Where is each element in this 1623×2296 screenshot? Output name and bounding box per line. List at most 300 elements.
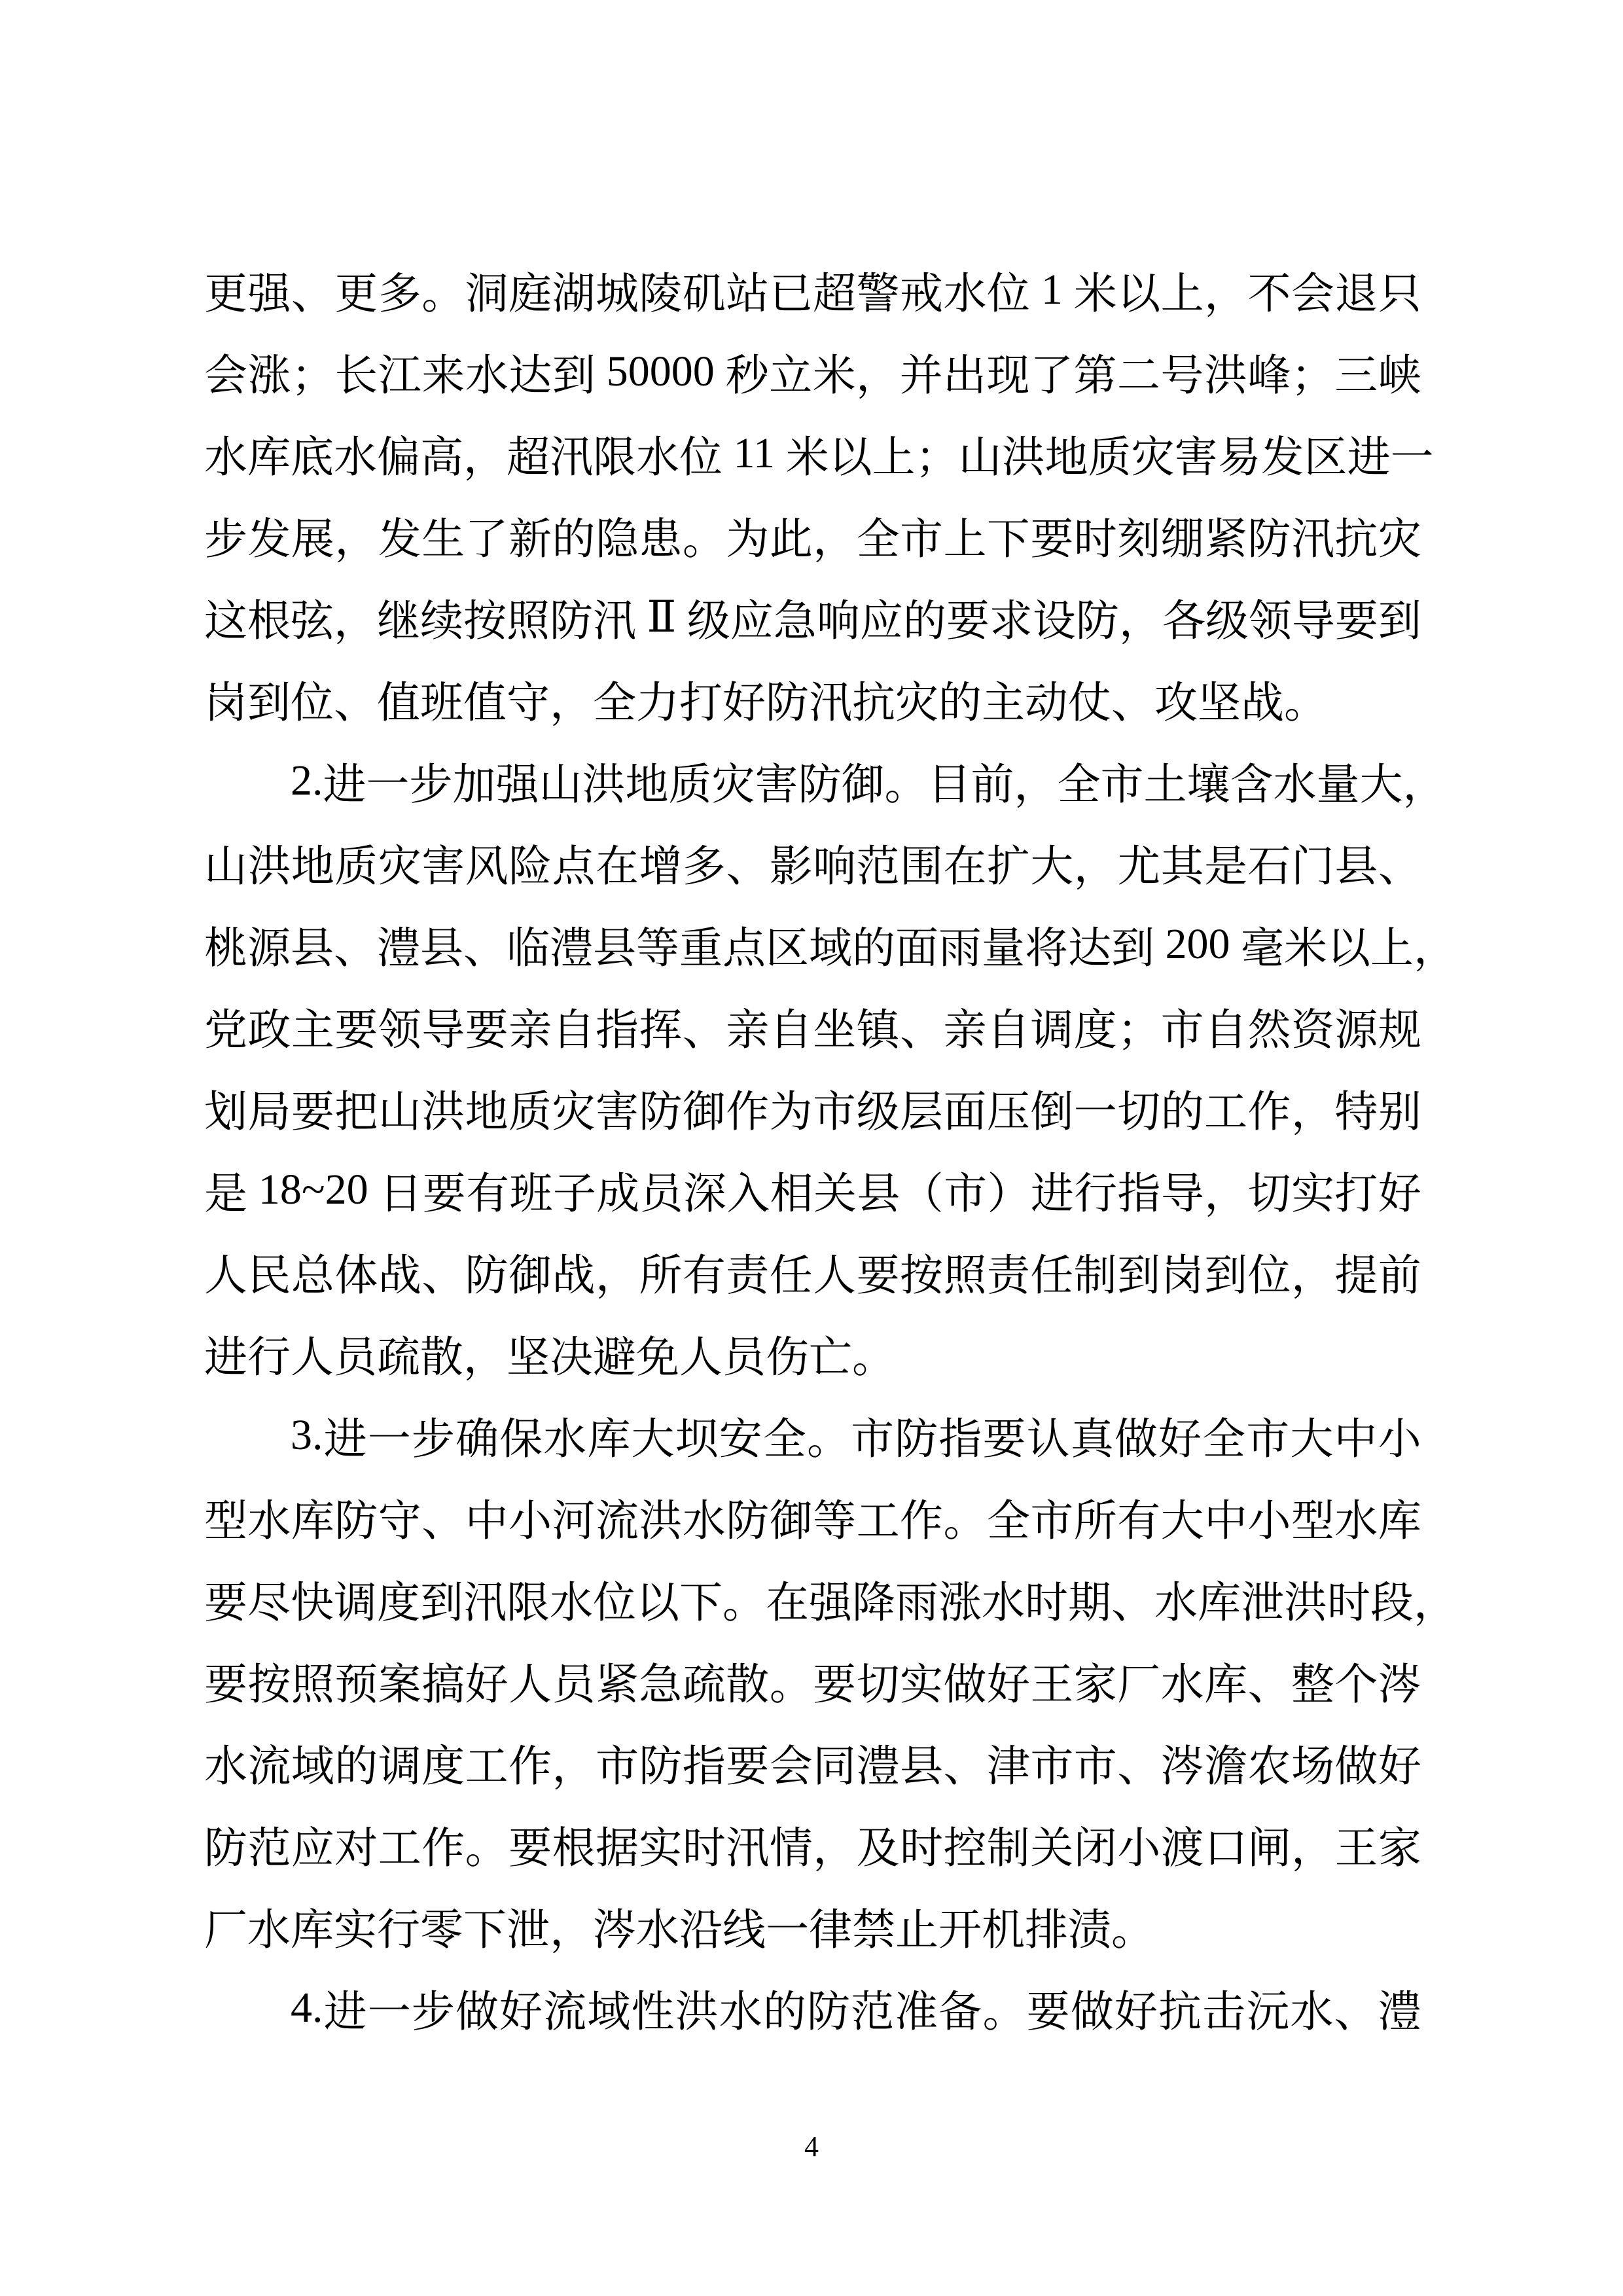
- text-token: 防: [798, 761, 842, 809]
- text-token: 大: [1359, 761, 1403, 809]
- text-token: 要: [982, 1416, 1026, 1463]
- text-token: 自: [986, 1007, 1030, 1054]
- text-token: 灾: [552, 1088, 596, 1136]
- text-token: 水: [1290, 1988, 1334, 2036]
- text-token: ，: [1291, 1088, 1334, 1136]
- text-token: 涨: [938, 1579, 982, 1627]
- text-token: 山: [378, 1088, 421, 1136]
- text-token: 市: [851, 1416, 895, 1463]
- text-token: 二: [1116, 352, 1160, 400]
- text-token: 质: [508, 1088, 552, 1136]
- text-token: ；: [291, 352, 334, 400]
- text-token: 确: [455, 1416, 499, 1463]
- text-token: 水: [465, 352, 508, 400]
- text-token: 矶: [682, 270, 726, 318]
- text-token: 止: [895, 1907, 938, 1954]
- text-token: 打: [1334, 1170, 1378, 1218]
- text-token: 强: [247, 270, 291, 318]
- text-token: 下: [986, 516, 1030, 564]
- text-token: 面: [895, 925, 938, 973]
- text-token: 石: [1247, 843, 1291, 891]
- text-token: 散: [420, 1334, 463, 1382]
- text-token: 民: [247, 1252, 291, 1300]
- text-token: ，: [1414, 925, 1457, 973]
- text-token: 等: [813, 1498, 857, 1545]
- text-token: 域: [291, 1743, 334, 1791]
- text-token: 亲: [943, 1007, 987, 1054]
- text-token: 级: [1205, 598, 1249, 645]
- text-token: 50000: [596, 347, 726, 395]
- text-token: ）: [987, 1170, 1031, 1218]
- text-token: 水: [1160, 1661, 1204, 1709]
- text-token: 免: [636, 1334, 679, 1382]
- text-token: 任: [769, 1252, 813, 1300]
- text-token: 库: [291, 1498, 334, 1545]
- text-token: 灾: [378, 843, 421, 891]
- text-token: 员: [334, 1334, 377, 1382]
- text-token: ，: [1204, 1170, 1248, 1218]
- text-token: 水: [247, 1907, 291, 1954]
- text-token: 要: [946, 598, 990, 645]
- text-token: 线: [722, 1907, 766, 1954]
- text-token: 汛: [1291, 516, 1334, 564]
- text-token: 洪: [421, 1088, 465, 1136]
- text-token: 律: [809, 1907, 852, 1954]
- text-token: 县: [291, 925, 334, 973]
- text-token: 库: [1378, 1498, 1421, 1545]
- text-token: 到: [1378, 598, 1421, 645]
- text-token: 机: [982, 1907, 1025, 1954]
- text-token: 防: [639, 1088, 683, 1136]
- text-token: 指: [595, 1007, 639, 1054]
- text-token: 强: [495, 761, 539, 809]
- text-token: 防: [726, 1498, 770, 1545]
- text-token: 。: [722, 1579, 766, 1627]
- text-token: 灾: [895, 679, 938, 727]
- text-token: 照: [943, 1252, 987, 1300]
- text-token: 疏: [377, 1334, 420, 1382]
- text-token: 、: [1111, 1579, 1154, 1627]
- text-token: 泄: [507, 1907, 550, 1954]
- text-token: 责: [986, 1252, 1030, 1300]
- text-token: 抗: [1158, 1988, 1202, 2036]
- text-token: 流: [247, 1743, 291, 1791]
- text-token: ，: [1402, 761, 1446, 809]
- text-token: Ⅱ: [647, 593, 677, 641]
- text-token: 。: [943, 1498, 987, 1545]
- text-token: 实: [639, 1825, 683, 1873]
- text-token: 上: [1160, 270, 1204, 318]
- text-token: 县: [1334, 843, 1378, 891]
- text-token: 深: [683, 1170, 726, 1218]
- text-token: 扩: [986, 843, 1030, 891]
- text-token: 下: [463, 1907, 507, 1954]
- text-token: 澧: [550, 925, 593, 973]
- text-token: 时: [682, 1825, 726, 1873]
- text-token: 强: [809, 1579, 852, 1627]
- text-token: 主: [291, 1007, 334, 1054]
- text-token: 对: [334, 1825, 378, 1873]
- text-token: 新: [508, 516, 552, 564]
- text-token: ，: [463, 1334, 507, 1382]
- text-token: 是: [204, 1170, 247, 1218]
- text-token: 戒: [900, 270, 943, 318]
- text-token: 城: [595, 270, 639, 318]
- text-token: 按: [900, 1252, 943, 1300]
- text-token: 层: [900, 1088, 943, 1136]
- text-token: 亲: [508, 1007, 552, 1054]
- text-token: 到: [420, 1579, 463, 1627]
- text-token: 市: [595, 1743, 639, 1791]
- text-token: 此: [769, 516, 813, 564]
- text-token: 水: [1154, 1579, 1198, 1627]
- text-token: 量: [982, 925, 1025, 973]
- text-token: 到: [1111, 925, 1154, 973]
- text-token: 度: [1073, 1007, 1117, 1054]
- text-token: 灾: [1131, 434, 1175, 482]
- text-line: [204, 658, 1421, 740]
- text-token: 防: [550, 598, 593, 645]
- text-token: 米: [1073, 270, 1117, 318]
- text-token: 压: [986, 1088, 1030, 1136]
- text-token: 长: [334, 352, 378, 400]
- text-token: 小: [508, 1498, 552, 1545]
- text-token: 一: [1073, 1088, 1117, 1136]
- text-token: 进: [323, 1988, 367, 2036]
- text-token: 山: [204, 843, 247, 891]
- text-token: 涔: [593, 1907, 636, 1954]
- text-token: 人: [204, 1252, 247, 1300]
- text-token: 小: [1117, 1825, 1161, 1873]
- text-token: 岗: [1160, 1252, 1204, 1300]
- text-token: 、: [1247, 1661, 1291, 1709]
- text-token: 工: [1204, 1088, 1248, 1136]
- text-token: 、: [900, 1007, 943, 1054]
- text-token: 一: [367, 1416, 411, 1463]
- text-token: 在: [943, 843, 987, 891]
- text-token: 限: [593, 434, 636, 482]
- text-token: 量: [1316, 761, 1360, 809]
- text-token: 大: [631, 1416, 675, 1463]
- text-token: 预: [334, 1661, 378, 1709]
- text-token: 县: [593, 925, 636, 973]
- text-token: 区: [766, 925, 809, 973]
- text-token: 进: [1030, 1170, 1074, 1218]
- text-token: 散: [726, 1661, 770, 1709]
- text-token: 小: [1247, 1498, 1291, 1545]
- text-token: 领: [378, 1007, 421, 1054]
- text-token: 会: [1291, 270, 1334, 318]
- text-token: 4.: [291, 1983, 323, 2032]
- text-token: 调: [1030, 1007, 1074, 1054]
- text-line: [204, 1230, 1421, 1312]
- page-number: 4: [804, 2130, 819, 2162]
- text-token: 根: [247, 598, 291, 645]
- text-token: 保: [499, 1416, 543, 1463]
- text-token: 湖: [552, 270, 596, 318]
- text-token: 防: [1075, 598, 1119, 645]
- text-token: 澹: [1204, 1743, 1248, 1791]
- text-token: 上: [872, 434, 916, 482]
- text-token: 米: [785, 434, 829, 482]
- text-token: 以: [1327, 925, 1370, 973]
- text-token: 控: [943, 1825, 987, 1873]
- text-token: 前: [1378, 1252, 1421, 1300]
- text-token: 雨: [938, 925, 982, 973]
- text-token: 。: [421, 270, 465, 318]
- text-token: 据: [595, 1825, 639, 1873]
- text-token: 农: [1247, 1743, 1291, 1791]
- text-line: [204, 412, 1434, 494]
- text-token: 全: [986, 1498, 1030, 1545]
- text-token: 自: [552, 1007, 596, 1054]
- text-token: 总: [291, 1252, 334, 1300]
- text-token: 区: [1304, 434, 1347, 482]
- text-token: ；: [1117, 1007, 1161, 1054]
- text-token: 县: [420, 925, 463, 973]
- text-token: 域: [809, 925, 852, 973]
- text-token: 好: [986, 1661, 1030, 1709]
- text-token: ，: [334, 598, 377, 645]
- text-token: 岗: [204, 679, 247, 727]
- text-token: 主: [982, 679, 1025, 727]
- text-token: 澧: [1378, 1988, 1421, 2036]
- text-token: 位: [1247, 1252, 1291, 1300]
- text-token: 人: [679, 1334, 722, 1382]
- text-token: 降: [852, 1579, 895, 1627]
- text-token: （: [900, 1170, 944, 1218]
- text-token: 准: [895, 1988, 938, 2036]
- text-token: 更: [204, 270, 247, 318]
- text-token: 闭: [1073, 1825, 1117, 1873]
- text-token: 津: [986, 1743, 1030, 1791]
- text-token: 仗: [1068, 679, 1111, 727]
- text-token: ，: [856, 352, 900, 400]
- text-token: 案: [378, 1661, 421, 1709]
- text-token: 不: [1247, 270, 1291, 318]
- text-token: 水: [943, 270, 987, 318]
- text-token: 员: [722, 1334, 766, 1382]
- text-token: 全: [762, 1416, 806, 1463]
- text-token: 源: [247, 925, 291, 973]
- text-token: 以: [829, 434, 872, 482]
- text-token: 加: [452, 761, 496, 809]
- text-token: 导: [1160, 1170, 1204, 1218]
- text-token: 偏: [377, 434, 420, 482]
- text-token: 好: [499, 1988, 543, 2036]
- text-token: 应: [859, 598, 903, 645]
- text-token: 了: [465, 516, 508, 564]
- text-token: 点: [552, 843, 596, 891]
- text-token: 动: [1025, 679, 1068, 727]
- text-token: 成: [596, 1170, 640, 1218]
- text-token: 到: [552, 352, 596, 400]
- text-token: 制: [1073, 1252, 1117, 1300]
- text-token: 个: [1334, 1661, 1378, 1709]
- text-line: [204, 1394, 1421, 1476]
- text-token: 站: [726, 270, 770, 318]
- text-token: ，: [813, 516, 857, 564]
- text-token: 厂: [1117, 1661, 1161, 1709]
- text-token: 多: [682, 843, 726, 891]
- text-token: 好: [1158, 1416, 1202, 1463]
- text-token: ，: [595, 1252, 639, 1300]
- text-token: 地: [291, 843, 334, 891]
- text-token: 峡: [1378, 352, 1421, 400]
- text-token: 害: [595, 1088, 639, 1136]
- text-token: ，: [550, 1907, 593, 1954]
- text-token: 求: [989, 598, 1033, 645]
- text-token: 洪: [582, 761, 626, 809]
- text-token: 。: [769, 1661, 813, 1709]
- text-token: 中: [1334, 1416, 1378, 1463]
- text-token: 导: [421, 1007, 465, 1054]
- text-token: 防: [807, 1988, 850, 2036]
- text-token: 行: [247, 1334, 291, 1382]
- text-token: 特: [1334, 1088, 1378, 1136]
- text-token: 水: [682, 1498, 726, 1545]
- text-token: 攻: [1154, 679, 1198, 727]
- text-token: 库: [291, 1907, 334, 1954]
- text-token: 沅: [1246, 1988, 1290, 2036]
- text-token: 要: [291, 1088, 334, 1136]
- text-token: 200: [1154, 920, 1241, 968]
- text-token: 为: [726, 516, 770, 564]
- text-token: 。: [1111, 1907, 1154, 1954]
- text-token: 作: [900, 1498, 943, 1545]
- text-token: 毫: [1241, 925, 1284, 973]
- text-token: 害: [755, 761, 798, 809]
- text-token: 在: [595, 843, 639, 891]
- text-token: 的: [852, 925, 895, 973]
- text-token: 做: [1070, 1988, 1114, 2036]
- text-token: 底: [291, 434, 334, 482]
- text-token: 前: [971, 761, 1014, 809]
- text-token: ；: [915, 434, 959, 482]
- text-token: 战: [378, 1252, 421, 1300]
- text-token: 关: [813, 1170, 857, 1218]
- text-token: 。: [884, 761, 928, 809]
- text-token: 一: [1390, 434, 1434, 482]
- text-token: 工: [378, 1825, 421, 1873]
- text-line: [204, 821, 1421, 903]
- text-token: 水: [1334, 1498, 1378, 1545]
- text-token: 打: [679, 679, 722, 727]
- text-token: 面: [943, 1088, 987, 1136]
- text-token: 实: [900, 1661, 943, 1709]
- text-token: 体: [334, 1252, 378, 1300]
- text-token: 进: [323, 1416, 367, 1463]
- text-token: ，: [1291, 1252, 1334, 1300]
- text-token: 库: [1198, 1579, 1241, 1627]
- text-token: 影: [769, 843, 813, 891]
- text-token: 进: [323, 761, 366, 809]
- text-token: 增: [639, 843, 683, 891]
- text-line: [204, 1149, 1421, 1230]
- text-token: 做: [455, 1988, 499, 2036]
- text-token: 入: [726, 1170, 770, 1218]
- text-token: 山: [539, 761, 582, 809]
- text-token: 同: [813, 1743, 857, 1791]
- text-token: 切: [1247, 1170, 1291, 1218]
- text-token: 要: [508, 1825, 552, 1873]
- text-token: 涔: [1378, 1661, 1421, 1709]
- text-token: 河: [552, 1498, 596, 1545]
- text-token: 只: [1378, 270, 1421, 318]
- text-token: 好: [1378, 1743, 1421, 1791]
- text-token: 中: [465, 1498, 508, 1545]
- text-token: 场: [1291, 1743, 1334, 1791]
- text-token: 尤: [1117, 843, 1161, 891]
- text-token: 王: [1030, 1661, 1074, 1709]
- text-token: 汛: [726, 1825, 770, 1873]
- text-token: 急: [773, 598, 817, 645]
- text-token: 渡: [1160, 1825, 1204, 1873]
- text-token: 地: [1044, 434, 1088, 482]
- text-token: 值: [463, 679, 507, 727]
- text-token: 、: [334, 925, 377, 973]
- text-token: 作: [508, 1743, 552, 1791]
- text-token: 段: [1370, 1579, 1414, 1627]
- text-token: 全: [1057, 761, 1101, 809]
- text-token: 工: [465, 1743, 508, 1791]
- text-token: 11: [722, 429, 786, 477]
- text-token: 洪: [1001, 434, 1045, 482]
- text-token: 。: [807, 1416, 850, 1463]
- text-line: [204, 1067, 1421, 1149]
- text-token: 把: [334, 1088, 378, 1136]
- text-token: 镇: [856, 1007, 900, 1054]
- text-token: 沿: [679, 1907, 722, 1954]
- text-token: 水: [247, 1498, 291, 1545]
- text-token: 一: [766, 1907, 809, 1954]
- text-token: 洪: [247, 843, 291, 891]
- text-token: 山: [958, 434, 1002, 482]
- text-token: 、: [1117, 1743, 1161, 1791]
- text-token: 有: [1117, 1498, 1161, 1545]
- text-token: 续: [420, 598, 463, 645]
- text-token: 已: [769, 270, 813, 318]
- text-token: 响: [813, 843, 857, 891]
- text-token: 质: [668, 761, 712, 809]
- text-token: 进: [204, 1334, 247, 1382]
- text-token: 汛: [463, 1579, 507, 1627]
- text-token: 秒: [725, 352, 769, 400]
- text-token: 要: [422, 1170, 466, 1218]
- text-token: 以: [636, 1579, 679, 1627]
- text-token: 18~20: [247, 1165, 380, 1213]
- text-token: 灾: [711, 761, 755, 809]
- text-token: 水: [1273, 761, 1317, 809]
- text-token: 市: [900, 516, 943, 564]
- text-token: 灾: [1378, 516, 1421, 564]
- text-line: [204, 494, 1421, 576]
- text-token: 要: [1026, 1988, 1070, 2036]
- text-token: 安: [719, 1416, 762, 1463]
- text-token: 澧: [377, 925, 420, 973]
- text-token: 会: [204, 352, 247, 400]
- text-token: 度: [377, 1579, 420, 1627]
- text-token: 亲: [726, 1007, 770, 1054]
- text-token: 击: [1202, 1988, 1246, 2036]
- text-token: 实: [1291, 1170, 1334, 1218]
- text-token: 坚: [507, 1334, 550, 1382]
- text-token: 期: [1068, 1579, 1111, 1627]
- text-token: 现: [986, 352, 1030, 400]
- text-token: 自: [769, 1007, 813, 1054]
- text-token: 并: [899, 352, 943, 400]
- text-token: 厂: [204, 1907, 247, 1954]
